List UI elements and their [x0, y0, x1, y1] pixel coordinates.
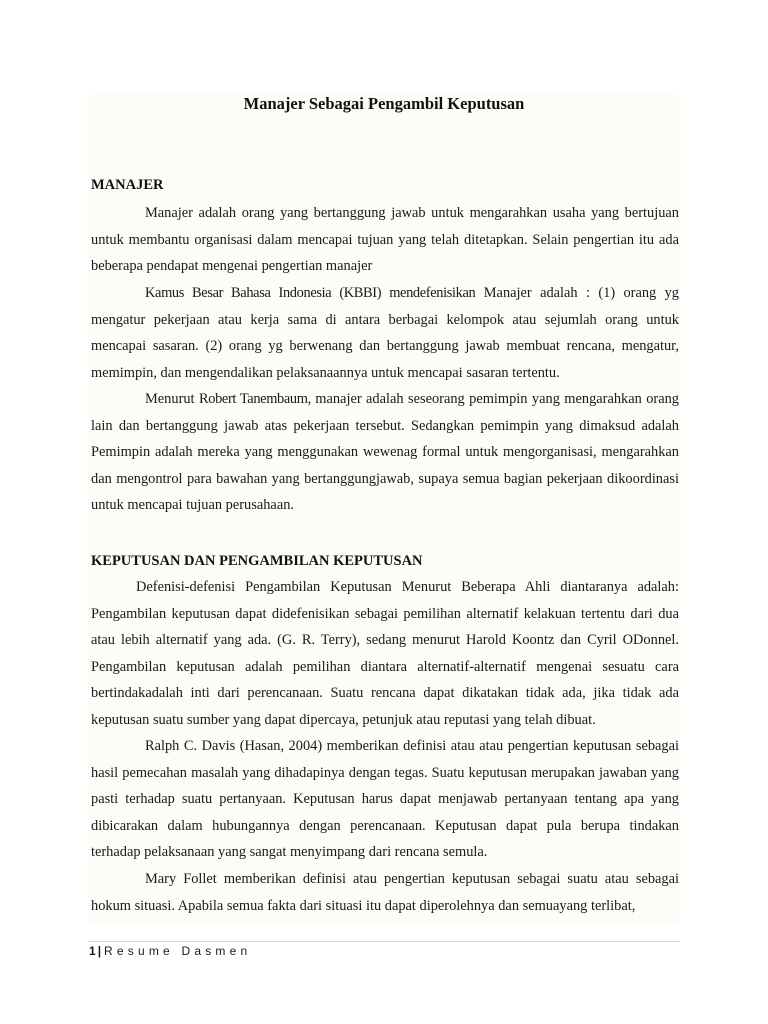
tanembaum-lead-text: Menurut [145, 391, 199, 407]
kbbi-rest-text: Manajer adalah : (1) orang yg mengatur pekerjaan atau kerja sama di antara berbagai kelompok atau sejumlah orang untuk mencapai sasaran. (2) orang yg berwenang dan bertanggung jawab membuat rencana, mengatur, memimpin, dan mengendalikan pelaksanaannya untuk mencapai sasaran tertentu. [91, 285, 679, 381]
paragraph-kbbi-definition [91, 280, 679, 386]
paragraph-keputusan-definitions: Defenisi-defenisi Pengambilan Keputusan Menurut Beberapa Ahli diantaranya adalah: Pengambilan keputusan dapat didefenisikan sebagai pemilihan alternatif kelakuan tertentu dari dua atau lebih alternatif yang ada. (G. R. Terry), sedang menurut Harold Koontz dan Cyril ODonnel. Pengambilan keputusan adalah pemilihan diantara alternatif-alternatif mengenai sesuatu cara bertindakadalah inti dari perencanaan. Suatu rencana dapat dikatakan tidak ada, jika tidak ada keputusan suatu sumber yang dapat dipercaya, petunjuk atau reputasi yang telah dibuat. [91, 579, 679, 728]
paragraph-tanembaum-definition [91, 386, 679, 519]
paragraph-ralph-davis: Ralph C. Davis (Hasan, 2004) memberikan definisi atau atau pengertian keputusan sebagai hasil pemecahan masalah yang dihadapinya dengan tegas. Suatu keputusan merupakan jawaban yang pasti terhadap suatu pertanyaan. Keputusan harus dapat menjawab pertanyaan tentang apa yang dibicarakan dalam hubungannya dengan perencanaan. Keputusan dapat pula berupa tindakan terhadap pelaksanaan yang sangat menyimpang dari rencana semula. [91, 738, 679, 860]
section-heading-manajer: MANAJER [91, 177, 164, 193]
text-area [88, 90, 680, 924]
page-number: 1 [89, 944, 96, 958]
tanembaum-name: Robert Tanembaum, [198, 391, 311, 407]
paragraph-mary-follet: Mary Follet memberikan definisi atau pengertian keputusan sebagai suatu atau sebagai hokum situasi. Apabila semua fakta dari situasi itu dapat diperolehnya dan semuayang terlibat, [91, 871, 679, 914]
footer-divider [88, 941, 680, 942]
kbbi-lead-text: Kamus Besar Bahasa Indonesia (KBBI) mendefenisikan [145, 285, 476, 301]
page-footer [89, 944, 251, 958]
document-title: Manajer Sebagai Pengambil Keputusan [243, 94, 525, 113]
tanembaum-rest-text: manajer adalah seseorang pemimpin yang mengarahkan orang lain dan bertanggung jawab atas pekerjaan tersebut. Sedangkan pemimpin yang dimaksud adalah Pemimpin adalah mereka yang menggunakan wewenag formal untuk mengorganisasi, mengarahkan dan mengontrol para bawahan yang bertanggungjawab, supaya semua bagian pekerjaan dikoordinasi untuk mencapai tujuan perusahaan. [91, 391, 679, 513]
footer-text: Resume Dasmen [104, 944, 252, 958]
paragraph-manajer-definition: Manajer adalah orang yang bertanggung jawab untuk mengarahkan usaha yang bertujuan untuk membantu organisasi dalam mencapai tujuan yang telah ditetapkan. Selain pengertian itu ada beberapa pendapat mengenai pengertian manajer [91, 205, 679, 274]
footer-separator: | [97, 944, 102, 958]
section-heading-keputusan: KEPUTUSAN DAN PENGAMBILAN KEPUTUSAN [91, 553, 423, 569]
